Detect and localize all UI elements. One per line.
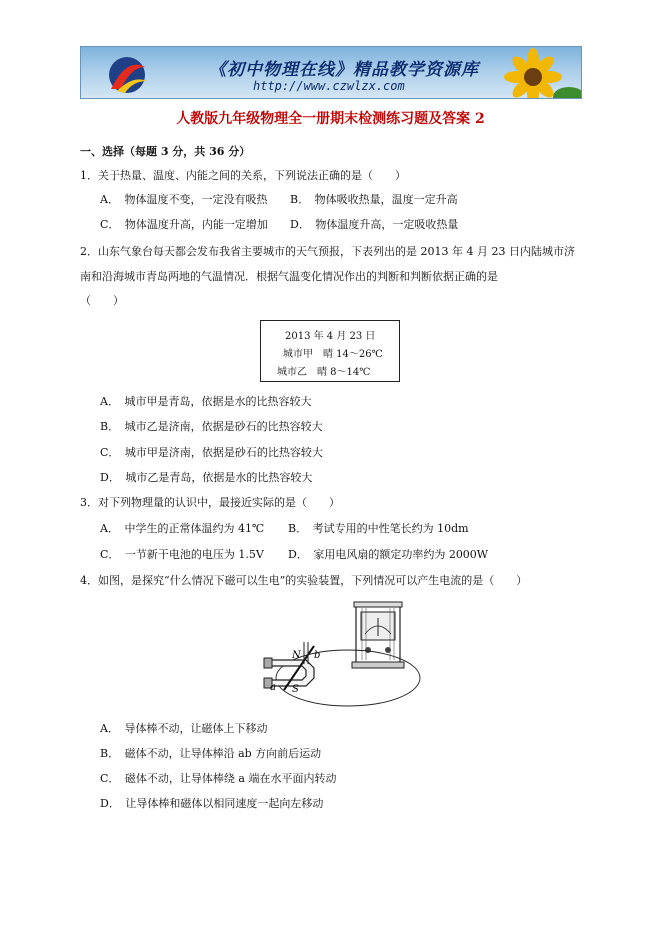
question-2-option-b: B． 城市乙是济南，依据是砂石的比热容较大 [100,420,323,433]
question-3-stem: 3．对下列物理量的认识中，最接近实际的是（ ） [80,496,340,509]
question-1-option-b: B． 物体吸收热量，温度一定升高 [290,193,458,206]
question-3-option-c: C． 一节新干电池的电压为 1.5V [100,548,264,561]
magnet-north-label: N [292,650,301,661]
question-1-option-a: A． 物体温度不变，一定没有吸热 [100,193,268,206]
question-4-option-c: C． 磁体不动，让导体棒绕 a 端在水平面内转动 [100,772,337,785]
banner-url: http://www.czwlzx.com [253,79,405,93]
question-4-stem: 4．如图，是探究“什么情况下磁可以生电”的实验装置，下列情况可以产生电流的是（ ） [80,574,528,587]
question-3-option-a: A． 中学生的正常体温约为 41℃ [100,522,265,535]
table-city-a: 城市甲 晴 14～26℃ [283,349,383,360]
rod-end-a-label: a [270,682,276,693]
question-2-stem-line2: 南和沿海城市青岛两地的气温情况．根据气温变化情况作出的判断和判断依据正确的是 [80,270,498,283]
document-title: 人教版九年级物理全一册期末检测练习题及答案 2 [176,111,485,127]
rod-end-b-label: b [314,650,321,661]
induction-experiment-figure [262,598,422,710]
sunflower-icon [504,48,582,99]
header-banner [80,46,582,99]
question-3-option-b: B． 考试专用的中性笔长约为 10dm [288,522,469,535]
question-2-option-d: D． 城市乙是青岛，依据是水的比热容较大 [100,471,313,484]
question-1-option-c: C． 物体温度升高，内能一定增加 [100,218,268,231]
table-date: 2013 年 4 月 23 日 [285,331,376,342]
question-2-stem-line1: 2．山东气象台每天都会发布我省主要城市的天气预报，下表列出的是 2013 年 4 月 23 日内陆城市济 [80,245,575,258]
question-1-option-d: D． 物体温度升高，一定吸收热量 [290,218,459,231]
temperature-table [260,320,400,382]
question-2-option-a: A． 城市甲是青岛，依据是水的比热容较大 [100,395,312,408]
table-city-b: 城市乙 晴 8～14℃ [277,367,371,378]
question-3-option-d: D． 家用电风扇的额定功率约为 2000W [288,548,489,561]
galvanometer-icon [352,602,404,668]
site-logo-icon [109,57,147,93]
question-1-stem: 1．关于热量、温度、内能之间的关系，下列说法正确的是（ ） [80,169,406,182]
section-heading: 一、选择（每题 3 分，共 36 分） [80,145,251,158]
banner-title: 《初中物理在线》精品教学资源库 [209,60,479,80]
question-4-option-b: B． 磁体不动，让导体棒沿 ab 方向前后运动 [100,747,322,760]
question-2-option-c: C． 城市甲是济南，依据是砂石的比热容较大 [100,446,323,459]
question-4-option-d: D． 让导体棒和磁体以相同速度一起向左移动 [100,797,324,810]
magnet-south-label: S [292,684,299,695]
question-2-stem-line3: （ ） [80,294,124,307]
question-4-option-a: A． 导体棒不动，让磁体上下移动 [100,722,268,735]
